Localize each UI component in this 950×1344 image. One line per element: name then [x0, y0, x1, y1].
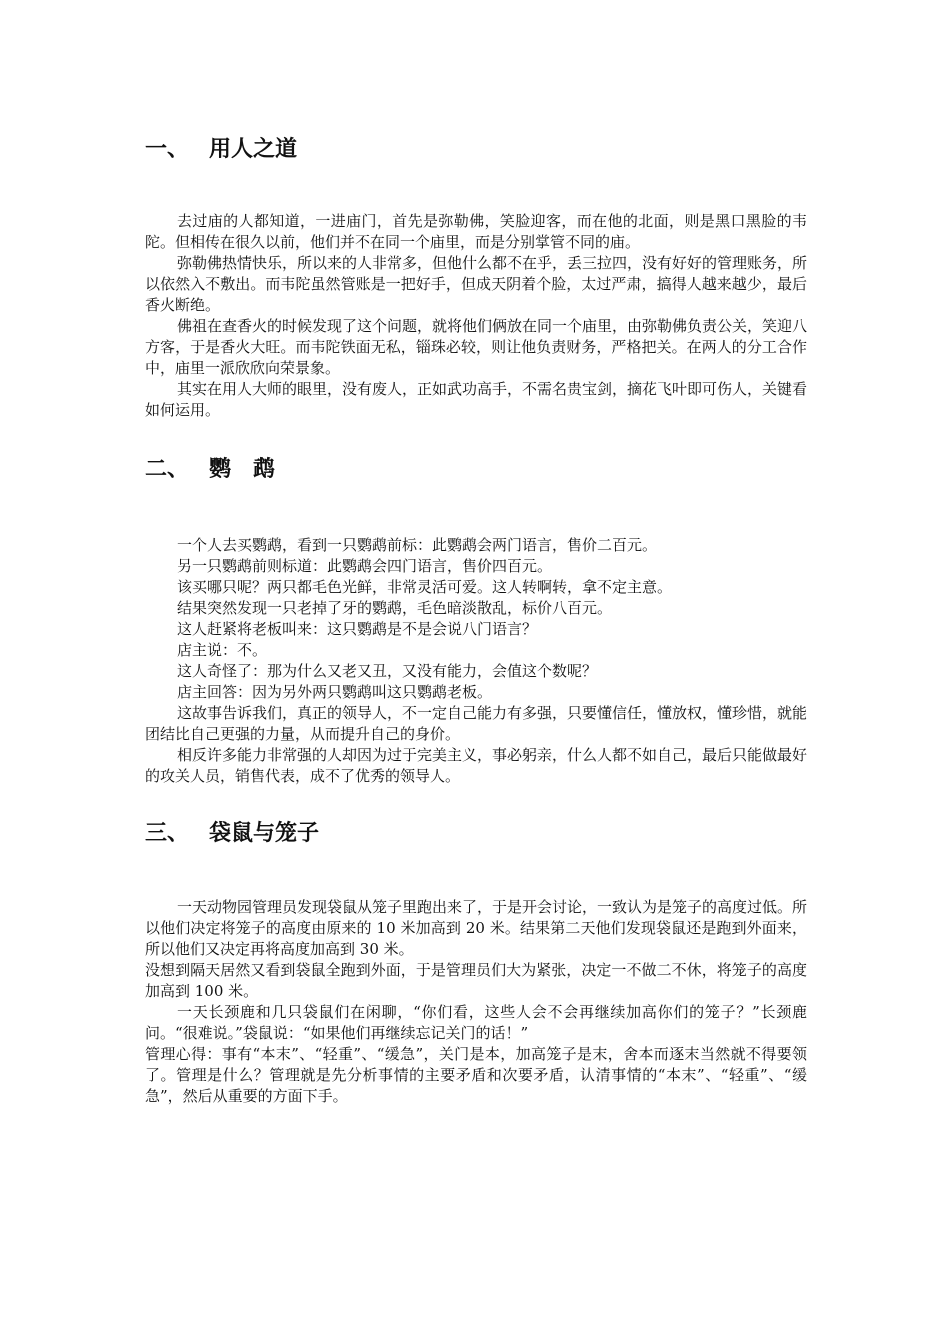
paragraph: 店主回答：因为另外两只鹦鹉叫这只鹦鹉老板。: [177, 683, 493, 701]
paragraph: 结果突然发现一只老掉了牙的鹦鹉，毛色暗淡散乱，标价八百元。: [177, 599, 613, 617]
section-heading-3: [145, 819, 319, 849]
paragraph: 这人赶紧将老板叫来：这只鹦鹉是不是会说八门语言？: [177, 620, 538, 638]
paragraph: 一天长颈鹿和几只袋鼠们在闲聊，“你们看，这些人会不会再继续加高你们的笼子？”长颈鹿问。“很难说。”袋鼠说：“如果他们再继续忘记关门的话！”: [145, 1003, 807, 1042]
section-body-2: [145, 535, 807, 787]
paragraph: 一个人去买鹦鹉，看到一只鹦鹉前标：此鹦鹉会两门语言，售价二百元。: [177, 536, 658, 554]
paragraph: 这人奇怪了：那为什么又老又丑，又没有能力，会值这个数呢？: [177, 662, 598, 680]
paragraph: 没想到隔天居然又看到袋鼠全跑到外面，于是管理员们大为紧张，决定一不做二不休，将笼子的高度加高到 100 米。: [145, 961, 807, 1000]
paragraph: 其实在用人大师的眼里，没有废人，正如武功高手，不需名贵宝剑，摘花飞叶即可伤人，关键看如何运用。: [145, 380, 808, 419]
section-body-1: [145, 211, 807, 421]
section-number: 三、: [145, 821, 190, 846]
paragraph: 另一只鹦鹉前则标道：此鹦鹉会四门语言，售价四百元。: [177, 557, 553, 575]
paragraph: 管理心得：事有“本末”、“轻重”、“缓急”，关门是本，加高笼子是末，舍本而逐末当然就不得要领了。管理是什么？管理就是先分析事情的主要矛盾和次要矛盾，认清事情的“本末”、“轻重”、“缓急”，然后从重要的方面下手。: [145, 1045, 807, 1105]
section-title: 鹦 鹉: [209, 457, 276, 482]
section-number: 一、: [145, 137, 190, 162]
paragraph: 一天动物园管理员发现袋鼠从笼子里跑出来了，于是开会讨论，一致认为是笼子的高度过低。所以他们决定将笼子的高度由原来的 10 米加高到 20 米。结果第二天他们发现袋鼠还是跑到外面来，所以他们又决定再将高度加高到 30 米。: [145, 898, 808, 958]
section-body-3: [145, 897, 807, 1107]
section-number: 二、: [145, 457, 190, 482]
paragraph: 该买哪只呢？两只都毛色光鲜，非常灵活可爱。这人转啊转，拿不定主意。: [177, 578, 673, 596]
section-heading-1: [145, 135, 297, 165]
paragraph: 去过庙的人都知道，一进庙门，首先是弥勒佛，笑脸迎客，而在他的北面，则是黑口黑脸的韦陀。但相传在很久以前，他们并不在同一个庙里，而是分别掌管不同的庙。: [145, 212, 807, 251]
paragraph: 弥勒佛热情快乐，所以来的人非常多，但他什么都不在乎，丢三拉四，没有好好的管理账务，所以依然入不敷出。而韦陀虽然管账是一把好手，但成天阴着个脸，太过严肃，搞得人越来越少，最后香火断绝。: [145, 254, 808, 314]
section-title: 袋鼠与笼子: [209, 821, 320, 846]
paragraph: 相反许多能力非常强的人却因为过于完美主义，事必躬亲，什么人都不如自己，最后只能做最好的攻关人员，销售代表，成不了优秀的领导人。: [145, 746, 808, 785]
section-heading-2: [145, 455, 275, 485]
section-title: 用人之道: [209, 137, 298, 162]
paragraph: 佛祖在查香火的时候发现了这个问题，就将他们俩放在同一个庙里，由弥勒佛负责公关，笑迎八方客，于是香火大旺。而韦陀铁面无私，锱珠必较，则让他负责财务，严格把关。在两人的分工合作中，庙里一派欣欣向荣景象。: [145, 317, 808, 377]
paragraph: 这故事告诉我们，真正的领导人，不一定自己能力有多强，只要懂信任，懂放权，懂珍惜，就能团结比自己更强的力量，从而提升自己的身价。: [145, 704, 808, 743]
paragraph: 店主说：不。: [177, 641, 268, 659]
